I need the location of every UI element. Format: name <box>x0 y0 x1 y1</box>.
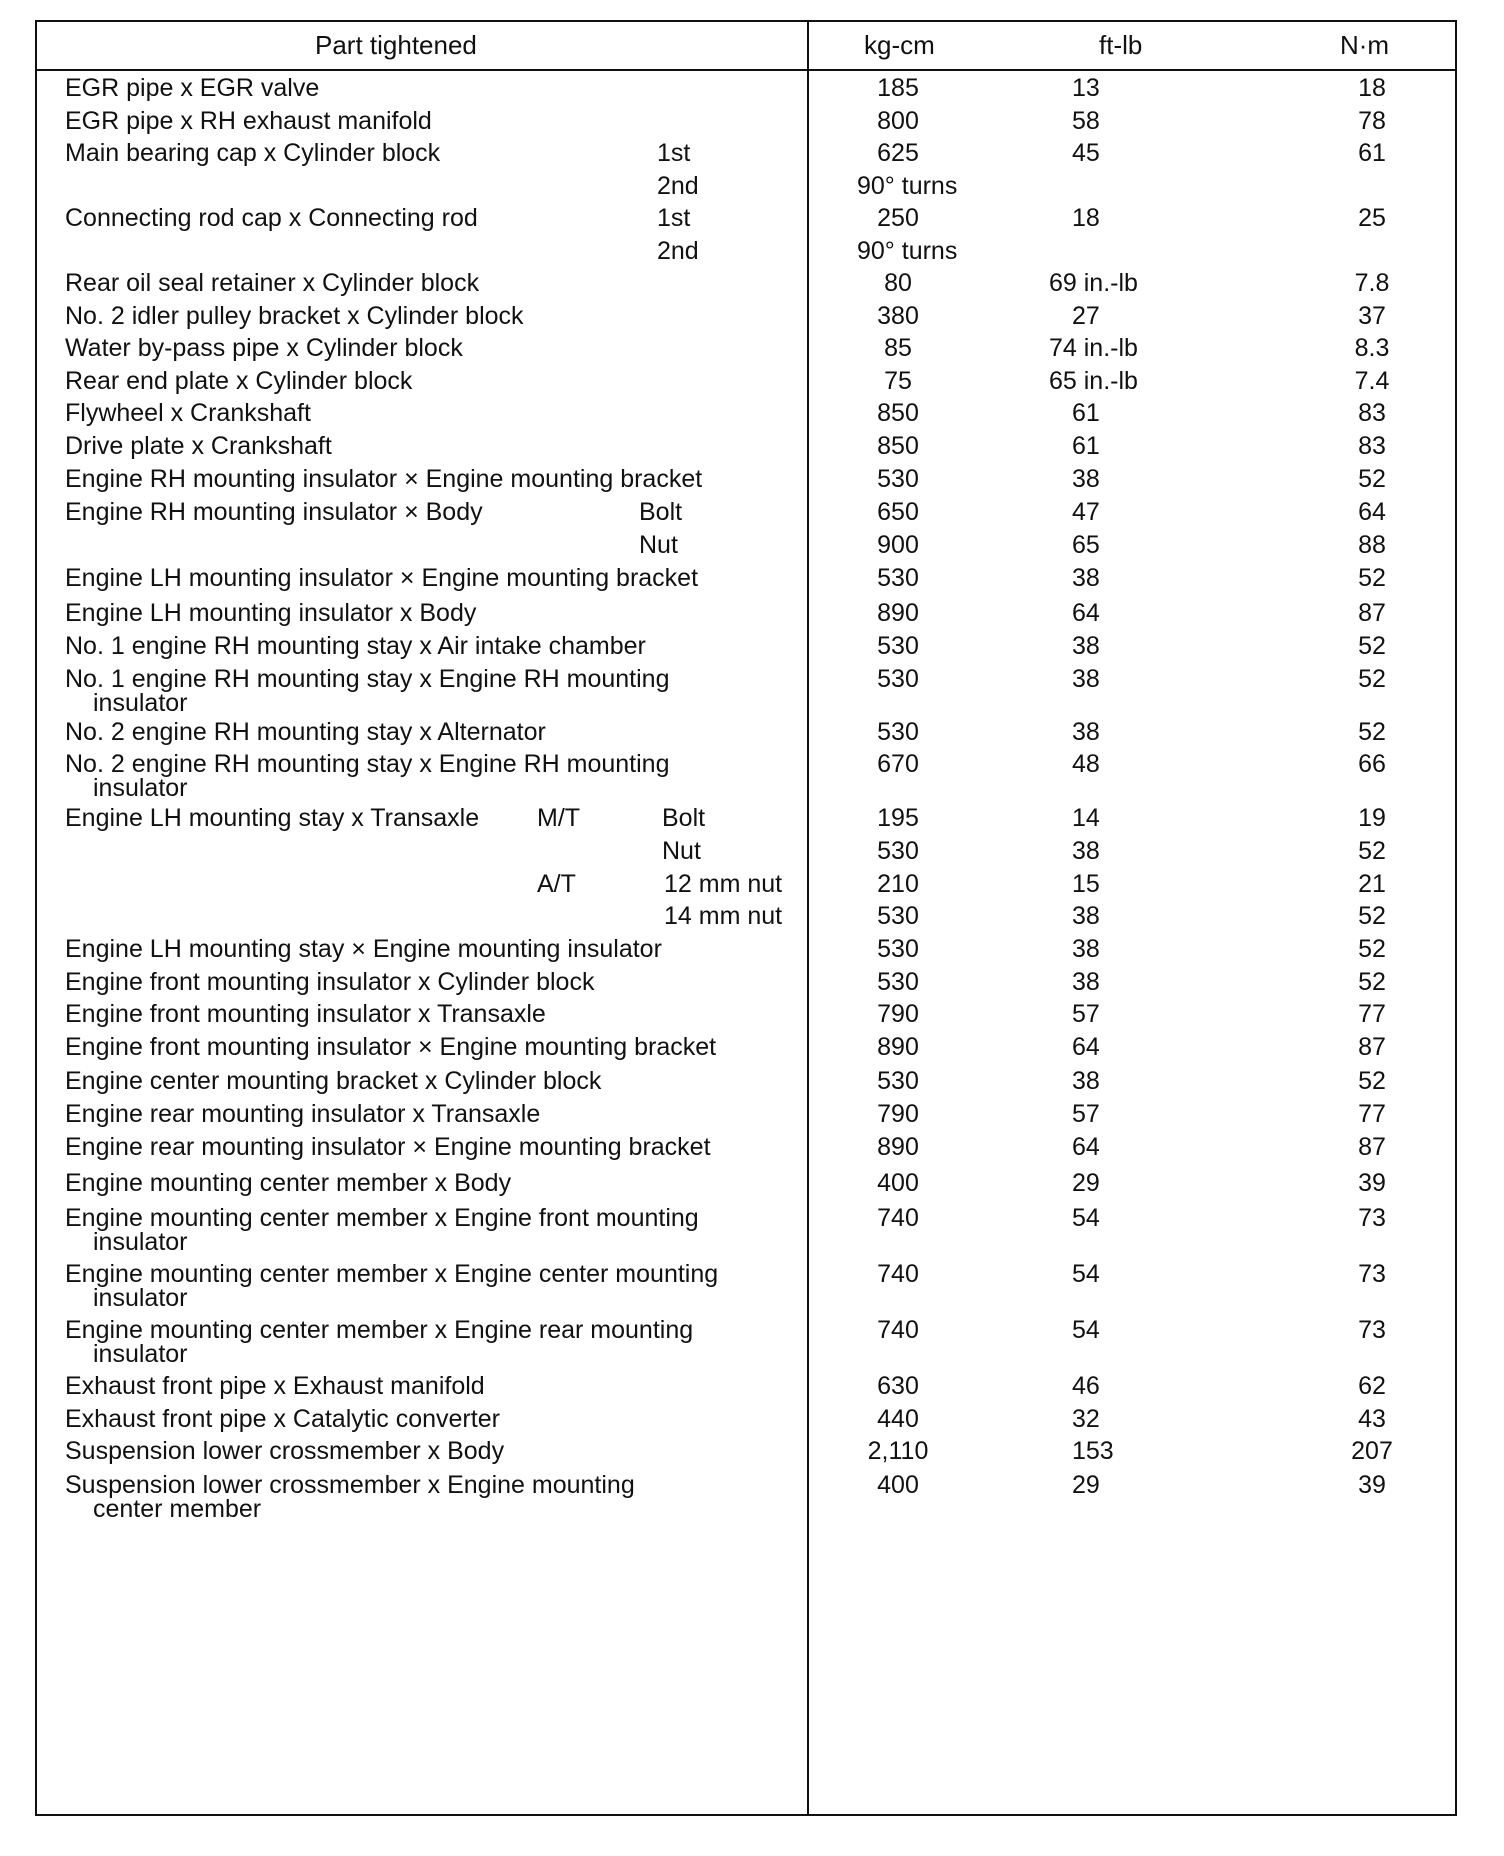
ftlb-value: 38 <box>1072 935 1100 963</box>
part-name: Engine rear mounting insulator x Transaxle <box>65 1100 541 1128</box>
nm-value: 207 <box>1351 1437 1393 1465</box>
ftlb-value: 47 <box>1072 498 1100 526</box>
ftlb-value: 64 <box>1072 1033 1100 1061</box>
kgcm-value: 530 <box>877 665 919 693</box>
part-name-continued: center member <box>93 1495 262 1523</box>
part-name: Suspension lower crossmember x Body <box>65 1437 505 1465</box>
part-name: No. 2 engine RH mounting stay x Engine RH mounting <box>65 750 670 778</box>
nm-value: 43 <box>1358 1405 1386 1433</box>
nm-value: 87 <box>1358 1133 1386 1161</box>
header-nm: N·m <box>1340 30 1390 60</box>
nm-value: 52 <box>1358 665 1386 693</box>
part-name-continued: insulator <box>93 1340 188 1368</box>
step-or-fastener: 2nd <box>657 237 699 265</box>
kgcm-value: 530 <box>877 902 919 930</box>
part-name: No. 2 idler pulley bracket x Cylinder block <box>65 302 524 330</box>
ftlb-value: 65 <box>1072 531 1100 559</box>
part-name: Engine LH mounting insulator x Body <box>65 599 477 627</box>
ftlb-value: 29 <box>1072 1471 1100 1499</box>
nm-value: 61 <box>1358 139 1386 167</box>
nm-value: 52 <box>1358 935 1386 963</box>
ftlb-value: 38 <box>1072 718 1100 746</box>
ftlb-value: 38 <box>1072 968 1100 996</box>
part-name: Rear oil seal retainer x Cylinder block <box>65 269 480 297</box>
ftlb-value: 38 <box>1072 564 1100 592</box>
ftlb-value: 61 <box>1072 432 1100 460</box>
nm-value: 39 <box>1358 1169 1386 1197</box>
kgcm-value: 75 <box>884 367 912 395</box>
ftlb-value: 74 in.-lb <box>1049 334 1138 362</box>
kgcm-value: 625 <box>877 139 919 167</box>
ftlb-value: 57 <box>1072 1100 1100 1128</box>
nm-value: 21 <box>1358 870 1386 898</box>
ftlb-value: 38 <box>1072 665 1100 693</box>
part-name: Engine front mounting insulator × Engine mounting bracket <box>65 1033 717 1061</box>
ftlb-value: 153 <box>1072 1437 1114 1465</box>
ftlb-value: 32 <box>1072 1405 1100 1433</box>
kgcm-value: 440 <box>877 1405 919 1433</box>
kgcm-value: 790 <box>877 1000 919 1028</box>
kgcm-value: 900 <box>877 531 919 559</box>
part-name: Rear end plate x Cylinder block <box>65 367 413 395</box>
kgcm-value: 740 <box>877 1260 919 1288</box>
part-name-continued: insulator <box>93 1284 188 1312</box>
part-name: Engine LH mounting insulator × Engine mounting bracket <box>65 564 699 592</box>
ftlb-value: 29 <box>1072 1169 1100 1197</box>
nm-value: 66 <box>1358 750 1386 778</box>
ftlb-value: 48 <box>1072 750 1100 778</box>
part-name: Engine LH mounting stay x Transaxle <box>65 804 480 832</box>
nm-value: 52 <box>1358 465 1386 493</box>
kgcm-value: 790 <box>877 1100 919 1128</box>
ftlb-value: 54 <box>1072 1204 1100 1232</box>
ftlb-value: 18 <box>1072 204 1100 232</box>
part-name: Engine mounting center member x Body <box>65 1169 512 1197</box>
ftlb-value: 38 <box>1072 1067 1100 1095</box>
kgcm-value: 530 <box>877 1067 919 1095</box>
nm-value: 52 <box>1358 718 1386 746</box>
ftlb-value: 46 <box>1072 1372 1100 1400</box>
kgcm-value: 210 <box>877 870 919 898</box>
nm-value: 52 <box>1358 564 1386 592</box>
nm-value: 64 <box>1358 498 1386 526</box>
step-or-fastener: 1st <box>657 204 691 232</box>
step-or-fastener: 14 mm nut <box>664 902 783 930</box>
ftlb-value: 38 <box>1072 837 1100 865</box>
kgcm-value: 530 <box>877 632 919 660</box>
kgcm-value: 530 <box>877 564 919 592</box>
kgcm-value: 530 <box>877 718 919 746</box>
kgcm-value: 740 <box>877 1204 919 1232</box>
nm-value: 39 <box>1358 1471 1386 1499</box>
angle-value: 90° turns <box>857 237 958 265</box>
part-name: Exhaust front pipe x Exhaust manifold <box>65 1372 485 1400</box>
ftlb-value: 27 <box>1072 302 1100 330</box>
step-or-fastener: Bolt <box>639 498 683 526</box>
header-ftlb: ft-lb <box>1099 30 1143 60</box>
ftlb-value: 54 <box>1072 1316 1100 1344</box>
column-divider <box>807 22 809 1814</box>
part-name: No. 1 engine RH mounting stay x Engine RH mounting <box>65 665 670 693</box>
step-or-fastener: Bolt <box>662 804 706 832</box>
part-name: Engine mounting center member x Engine front mounting <box>65 1204 699 1232</box>
nm-value: 52 <box>1358 837 1386 865</box>
ftlb-value: 54 <box>1072 1260 1100 1288</box>
part-name: Engine mounting center member x Engine rear mounting <box>65 1316 694 1344</box>
nm-value: 62 <box>1358 1372 1386 1400</box>
ftlb-value: 58 <box>1072 107 1100 135</box>
kgcm-value: 890 <box>877 599 919 627</box>
ftlb-value: 38 <box>1072 902 1100 930</box>
kgcm-value: 850 <box>877 399 919 427</box>
part-name: EGR pipe x EGR valve <box>65 74 320 102</box>
header-part: Part tightened <box>315 30 477 60</box>
kgcm-value: 890 <box>877 1033 919 1061</box>
part-name: Engine center mounting bracket x Cylinder block <box>65 1067 602 1095</box>
ftlb-value: 15 <box>1072 870 1100 898</box>
angle-value: 90° turns <box>857 172 958 200</box>
kgcm-value: 195 <box>877 804 919 832</box>
nm-value: 73 <box>1358 1204 1386 1232</box>
part-name-continued: insulator <box>93 1228 188 1256</box>
kgcm-value: 530 <box>877 935 919 963</box>
nm-value: 87 <box>1358 599 1386 627</box>
header-kgcm: kg-cm <box>864 30 935 60</box>
ftlb-value: 13 <box>1072 74 1100 102</box>
step-or-fastener: 1st <box>657 139 691 167</box>
part-name: Engine RH mounting insulator × Body <box>65 498 483 526</box>
nm-value: 52 <box>1358 1067 1386 1095</box>
transaxle-type: A/T <box>537 870 576 898</box>
nm-value: 7.8 <box>1354 269 1390 297</box>
part-name: No. 2 engine RH mounting stay x Alternator <box>65 718 546 746</box>
kgcm-value: 650 <box>877 498 919 526</box>
ftlb-value: 14 <box>1072 804 1100 832</box>
nm-value: 18 <box>1358 74 1386 102</box>
nm-value: 83 <box>1358 399 1386 427</box>
nm-value: 52 <box>1358 968 1386 996</box>
part-name: Water by-pass pipe x Cylinder block <box>65 334 463 362</box>
nm-value: 7.4 <box>1354 367 1390 395</box>
part-name: Engine front mounting insulator x Transaxle <box>65 1000 546 1028</box>
ftlb-value: 65 in.-lb <box>1049 367 1138 395</box>
kgcm-value: 630 <box>877 1372 919 1400</box>
part-name-continued: insulator <box>93 689 188 717</box>
nm-value: 73 <box>1358 1316 1386 1344</box>
nm-value: 78 <box>1358 107 1386 135</box>
part-name: Connecting rod cap x Connecting rod <box>65 204 478 232</box>
step-or-fastener: 12 mm nut <box>664 870 783 898</box>
kgcm-value: 530 <box>877 465 919 493</box>
part-name: Exhaust front pipe x Catalytic converter <box>65 1405 500 1433</box>
ftlb-value: 69 in.-lb <box>1049 269 1138 297</box>
part-name: Engine mounting center member x Engine center mounting <box>65 1260 719 1288</box>
nm-value: 52 <box>1358 632 1386 660</box>
kgcm-value: 2,110 <box>867 1437 929 1465</box>
kgcm-value: 400 <box>877 1169 919 1197</box>
part-name: Engine front mounting insulator x Cylinder block <box>65 968 595 996</box>
kgcm-value: 250 <box>877 204 919 232</box>
kgcm-value: 530 <box>877 968 919 996</box>
kgcm-value: 670 <box>877 750 919 778</box>
nm-value: 73 <box>1358 1260 1386 1288</box>
part-name: Engine RH mounting insulator × Engine mounting bracket <box>65 465 703 493</box>
nm-value: 19 <box>1358 804 1386 832</box>
ftlb-value: 38 <box>1072 465 1100 493</box>
kgcm-value: 890 <box>877 1133 919 1161</box>
nm-value: 52 <box>1358 902 1386 930</box>
ftlb-value: 38 <box>1072 632 1100 660</box>
part-name: Engine rear mounting insulator × Engine mounting bracket <box>65 1133 711 1161</box>
header-divider <box>37 69 1455 71</box>
part-name-continued: insulator <box>93 774 188 802</box>
step-or-fastener: 2nd <box>657 172 699 200</box>
nm-value: 77 <box>1358 1000 1386 1028</box>
part-name: Drive plate x Crankshaft <box>65 432 332 460</box>
nm-value: 88 <box>1358 531 1386 559</box>
ftlb-value: 57 <box>1072 1000 1100 1028</box>
part-name: Main bearing cap x Cylinder block <box>65 139 441 167</box>
step-or-fastener: Nut <box>639 531 678 559</box>
ftlb-value: 45 <box>1072 139 1100 167</box>
nm-value: 77 <box>1358 1100 1386 1128</box>
ftlb-value: 64 <box>1072 599 1100 627</box>
nm-value: 83 <box>1358 432 1386 460</box>
nm-value: 37 <box>1358 302 1386 330</box>
kgcm-value: 400 <box>877 1471 919 1499</box>
transaxle-type: M/T <box>537 804 581 832</box>
part-name: No. 1 engine RH mounting stay x Air intake chamber <box>65 632 646 660</box>
kgcm-value: 740 <box>877 1316 919 1344</box>
kgcm-value: 185 <box>877 74 919 102</box>
nm-value: 8.3 <box>1354 334 1390 362</box>
part-name: EGR pipe x RH exhaust manifold <box>65 107 432 135</box>
kgcm-value: 850 <box>877 432 919 460</box>
nm-value: 25 <box>1358 204 1386 232</box>
part-name: Flywheel x Crankshaft <box>65 399 311 427</box>
kgcm-value: 380 <box>877 302 919 330</box>
step-or-fastener: Nut <box>662 837 701 865</box>
kgcm-value: 80 <box>884 269 912 297</box>
nm-value: 87 <box>1358 1033 1386 1061</box>
kgcm-value: 85 <box>884 334 912 362</box>
part-name: Engine LH mounting stay × Engine mounting insulator <box>65 935 662 963</box>
part-name: Suspension lower crossmember x Engine mounting <box>65 1471 635 1499</box>
kgcm-value: 530 <box>877 837 919 865</box>
ftlb-value: 61 <box>1072 399 1100 427</box>
ftlb-value: 64 <box>1072 1133 1100 1161</box>
torque-table <box>35 20 1457 1816</box>
kgcm-value: 800 <box>877 107 919 135</box>
